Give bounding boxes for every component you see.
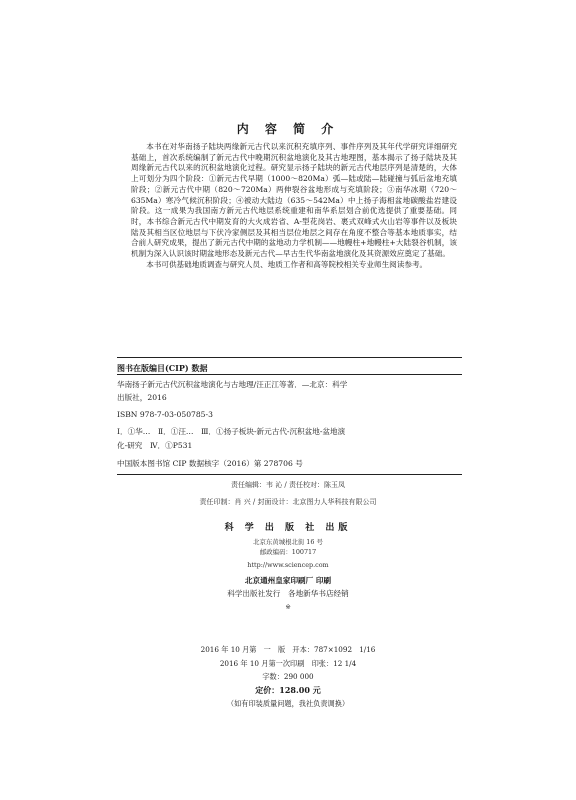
imprint-block <box>0 643 576 711</box>
cip-line: Ⅰ．①华… Ⅱ．①汪… Ⅲ．①扬子板块-新元古代-沉积盆地-盆地演 <box>117 427 346 436</box>
cip-line: ISBN 978-7-03-050785-3 <box>117 410 213 419</box>
summary-title: 内 容 简 介 <box>236 122 340 136</box>
summary-text <box>131 142 457 270</box>
editor-credits: 责任编辑：韦 沁 / 责任校对：陈玉凤 <box>230 481 346 489</box>
divider <box>117 374 462 375</box>
publisher-postcode: 邮政编码：100717 <box>259 548 317 556</box>
edition-line: 2016 年 10 月第 一 版 开本：787×1092 1/16 <box>200 645 376 654</box>
divider-mark: ※ <box>285 603 291 611</box>
printer-name: 北京通州皇家印刷厂 印刷 <box>244 576 332 585</box>
quality-notice: （如有印装质量问题，我社负责调换） <box>226 699 350 708</box>
publisher-name: 科 学 出 版 社 出版 <box>224 523 352 533</box>
summary-paragraph: 本书可供基础地质调查与研究人员、地质工作者和高等院校相关专业师生阅读参考。 <box>146 259 428 269</box>
distribution-line: 科学出版社发行 各地新华书店经销 <box>227 589 349 598</box>
cip-heading: 图书在版编目(CIP) 数据 <box>117 363 208 373</box>
publisher-website: http://www.sciencep.com <box>247 561 329 569</box>
cip-line: 化-研究 Ⅳ．①P531 <box>117 441 193 450</box>
publisher-address: 北京东黄城根北街 16 号 <box>253 538 323 546</box>
price: 定价：128.00 元 <box>255 684 321 695</box>
word-count: 字数：290 000 <box>262 672 314 681</box>
publisher-block <box>0 520 576 612</box>
cip-line: 华南扬子新元古代沉积盆地演化与古地理/汪正江等著．—北京：科学 <box>117 380 348 389</box>
cip-record-number: 中国版本图书馆 CIP 数据核字（2016）第 278706 号 <box>117 459 303 468</box>
print-credits: 责任印制：肖 兴 / 封面设计：北京图力人华科技有限公司 <box>199 498 377 506</box>
divider <box>117 474 462 475</box>
print-run-line: 2016 年 10 月第一次印刷 印张：12 1/4 <box>219 658 357 668</box>
divider <box>117 357 462 358</box>
summary-paragraph: 本书在对华南扬子陆块两缘新元古代以来沉积充填序列、事件序列及其年代学研究详细研究基础上，首次系统编制了新元古代中晚期沉积盆地演化及其古地理图，基本揭示了扬子陆块及其周缘新元古代以来的沉积盆地演化过程。研究显示扬子陆块的新元古代地层序列是清楚的，大体上可划分为四个阶段：①新元古代早期（1000～820Ma）弧—陆或陆—陆碰撞与弧后盆地充填阶段；②新元古代中期（820～720Ma）两伸裂谷盆地形成与充填阶段；③南华冰期（720～635Ma）寒冷气候沉积阶段；④被动大陆边（635～542Ma）中上扬子海相盆地碳酸盐岩建设阶段。这一成果为我国南方新元古代地层系统重建和南华系层划合前优选提供了重要基础。同时，本书综合新元古代中期发育的大火成岩省、A-型花岗岩、裹式双峰式火山岩等事件以及板块陆及其相当区位地层与下伏冷家侧层及其相当层位地层之间存在角度不整合等基本地质事实，结合前人研究成果，提出了新元古代中期的盆地动力学机制——地幔柱+地幔柱+大陆裂谷机制，该机制为深入认识该时期盆地形态及新元古代—早古生代华南盆地演化及其资源效应奠定了基础。 <box>131 142 457 259</box>
cip-line: 出版社，2016 <box>117 393 167 402</box>
